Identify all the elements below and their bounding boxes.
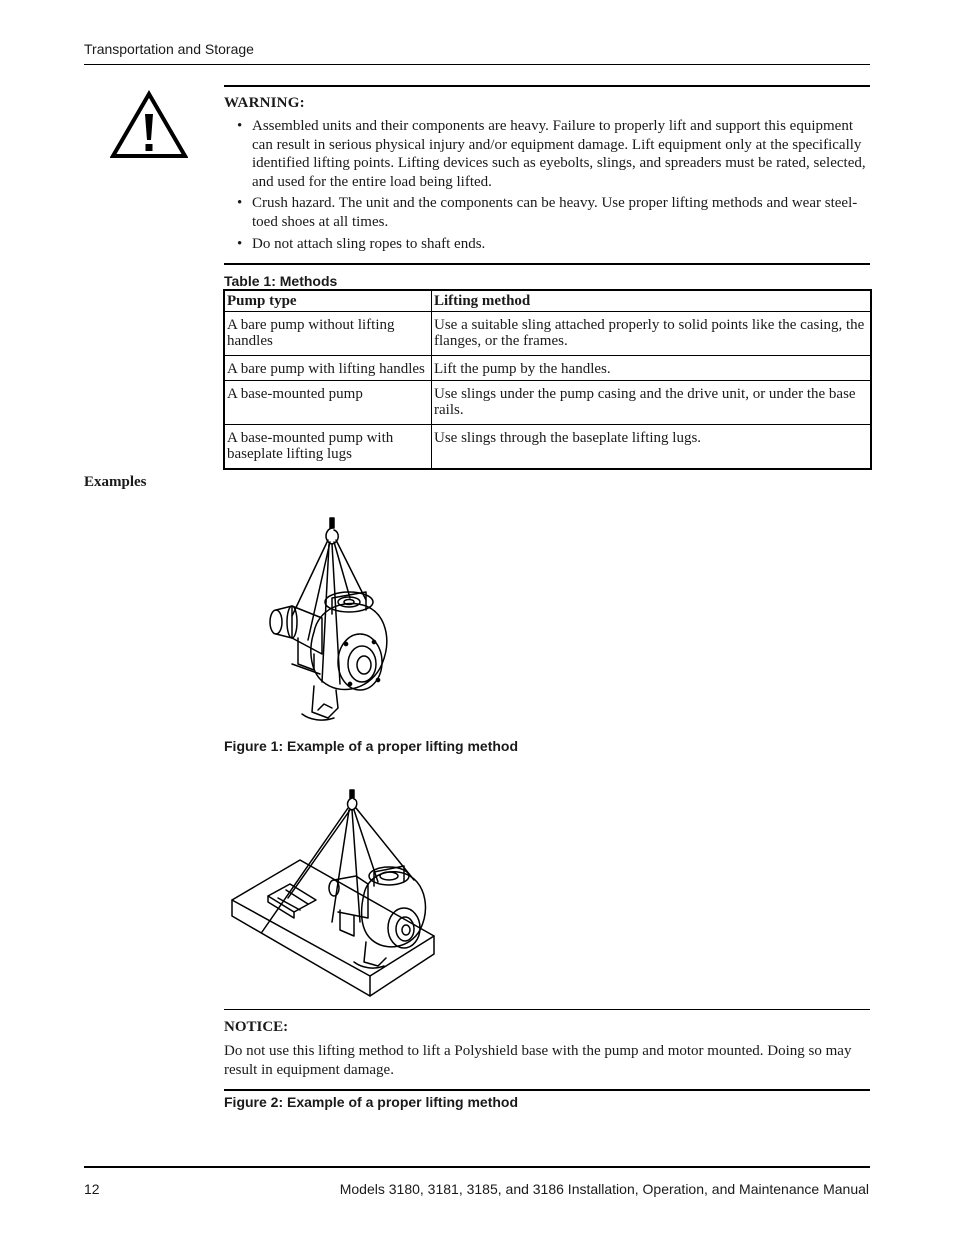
footer-manual-title: Models 3180, 3181, 3185, and 3186 Installation, Operation, and Maintenance Manual [339,1181,869,1197]
notice-bottom-rule [224,1089,870,1091]
notice-body: Do not use this lifting method to lift a Polyshield base with the pump and motor mounted. Doing so may result in equipment damage. [224,1043,852,1078]
figure-1-caption: Figure 1: Example of a proper lifting method [224,738,519,754]
warning-list [237,117,867,256]
warning-triangle-icon [110,90,188,160]
table-cell: A bare pump with lifting handles [225,356,432,381]
warning-top-rule [224,85,870,87]
warning-item: • Crush hazard. The unit and the components can be heavy. Use proper lifting methods and wear steel-toed shoes at all times. [237,194,867,231]
warning-item: • Do not attach sling ropes to shaft ends. [237,235,867,254]
table-row [225,381,871,425]
table-row [225,356,871,381]
column-header-pump-type: Pump type [225,291,432,312]
notice-top-rule [224,1009,870,1010]
figure-2-caption: Figure 2: Example of a proper lifting method [224,1094,519,1110]
table-caption: Table 1: Methods [224,273,338,289]
footer-rule [84,1166,870,1168]
header-rule [84,64,870,65]
table-row [225,312,871,356]
table-cell: A bare pump without lifting handles [225,312,432,356]
table-header-row [225,291,871,312]
table-cell: Use a suitable sling attached properly to solid points like the casing, the flanges, or the frames. [432,312,871,356]
running-header: Transportation and Storage [84,41,254,57]
warning-item: • Assembled units and their components are heavy. Failure to properly lift and support this equipment can result in serious physical injury and/or equipment damage. Lift equipment only at the specifically identified lifting points. Lifting devices such as eyebolts, slings, and spreaders must be rated, selected, and used for the entire load being lifted. [237,117,867,191]
table-cell: Use slings under the pump casing and the drive unit, or under the base rails. [432,381,871,425]
table-cell: A base-mounted pump [225,381,432,425]
figure-2-base-mounted-pump-illustration [228,786,442,1000]
page-number: 12 [84,1181,100,1197]
methods-table [224,290,871,469]
figure-1-bare-pump-illustration [262,514,396,724]
table-cell: Lift the pump by the handles. [432,356,871,381]
examples-heading: Examples [84,474,147,490]
warning-bottom-rule [224,263,870,265]
notice-title: NOTICE: [224,1019,289,1035]
table-cell: Use slings through the baseplate lifting lugs. [432,425,871,469]
column-header-lifting-method: Lifting method [432,291,871,312]
table-cell: A base-mounted pump with baseplate lifting lugs [225,425,432,469]
table-row [225,425,871,469]
warning-title: WARNING: [224,95,305,111]
